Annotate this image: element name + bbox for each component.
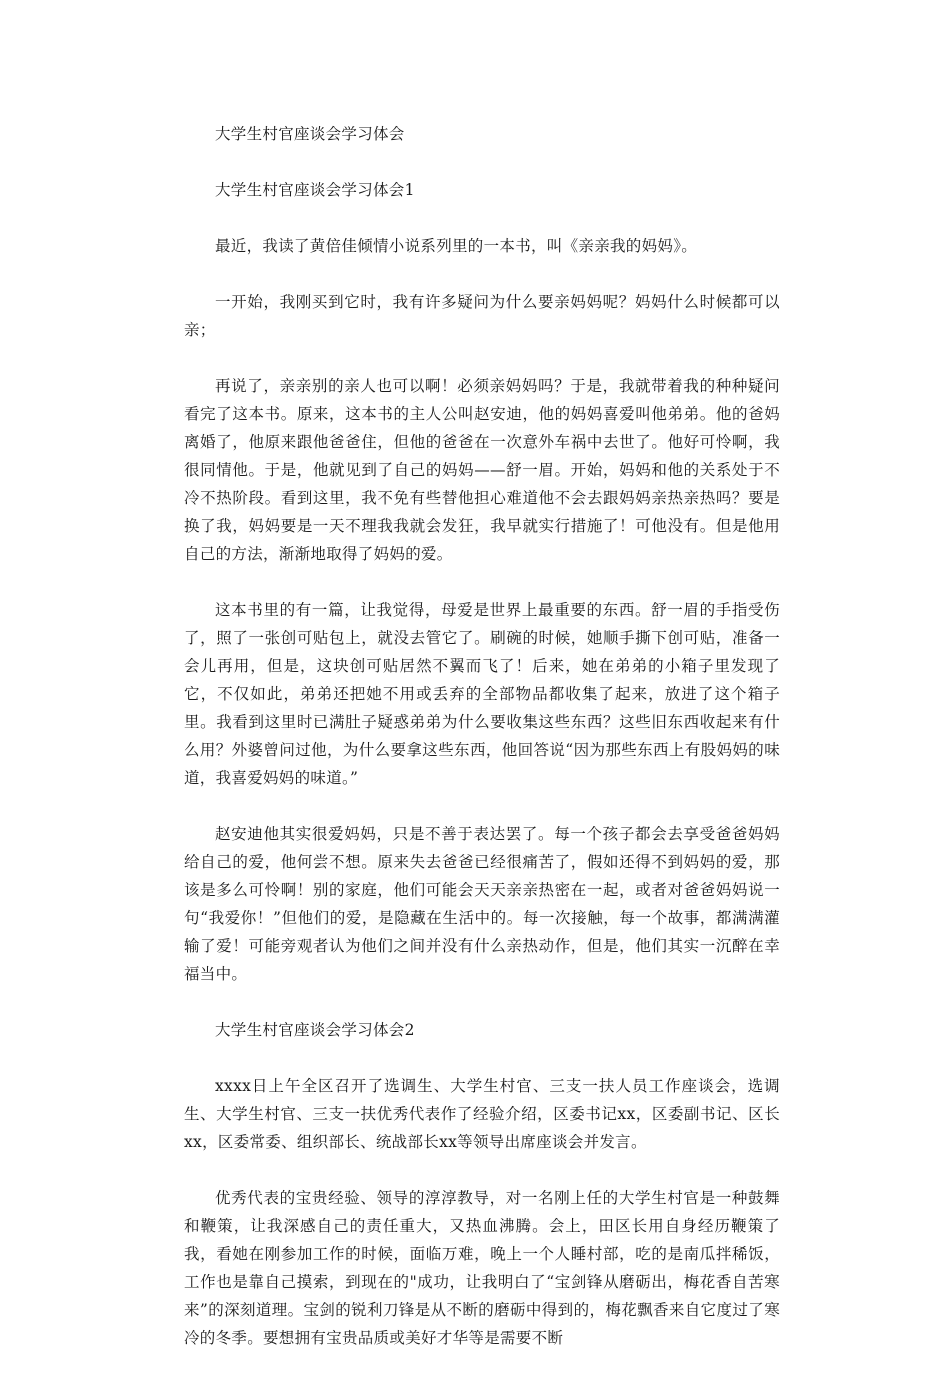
section-2-paragraph-2: 优秀代表的宝贵经验、领导的淳淳教导，对一名刚上任的大学生村官是一种鼓舞和鞭策，让我深感自己的责任重大，又热血沸腾。会上，田区长用自身经历鞭策了我，看她在刚参加工作的时候，面临万难，晚上一个人睡村部，吃的是南瓜拌稀饭，工作也是靠自己摸索，到现在的"成功，让我明白了“宝剑锋从磨砺出，梅花香自苦寒来”的深刻道理。宝剑的锐利刀锋是从不断的磨砺中得到的，梅花飘香来自它度过了寒冷的冬季。要想拥有宝贵品质或美好才华等是需要不断 <box>184 1189 780 1347</box>
section-1-paragraph-3: 再说了，亲亲别的亲人也可以啊！必须亲妈妈吗？于是，我就带着我的种种疑问看完了这本书。原来，这本书的主人公叫赵安迪，他的妈妈喜爱叫他弟弟。他的爸妈离婚了，他原来跟他爸爸住，但他的爸爸在一次意外车祸中去世了。他好可怜啊，我很同情他。于是，他就见到了自己的妈妈——舒一眉。开始，妈妈和他的关系处于不冷不热阶段。看到这里，我不免有些替他担心难道他不会去跟妈妈亲热亲热吗？要是换了我，妈妈要是一天不理我我就会发狂，我早就实行措施了！可他没有。但是他用自己的方法，渐渐地取得了妈妈的爱。 <box>184 377 780 563</box>
section-1-paragraph-2: 一开始，我刚买到它时，我有许多疑问为什么要亲妈妈呢？妈妈什么时候都可以亲； <box>184 293 780 339</box>
section-1-paragraph-5: 赵安迪他其实很爱妈妈，只是不善于表达罢了。每一个孩子都会去享受爸爸妈妈给自己的爱，他何尝不想。原来失去爸爸已经很痛苦了，假如还得不到妈妈的爱，那该是多么可怜啊！别的家庭，他们可能会天天亲亲热密在一起，或者对爸爸妈妈说一句“我爱你！”但他们的爱，是隐藏在生活中的。每一次接触，每一个故事，都满满灌输了爱！可能旁观者认为他们之间并没有什么亲热动作，但是，他们其实一沉醉在幸福当中。 <box>184 825 780 983</box>
section-1-paragraph-4: 这本书里的有一篇，让我觉得，母爱是世界上最重要的东西。舒一眉的手指受伤了，照了一张创可贴包上，就没去管它了。刷碗的时候，她顺手撕下创可贴，准备一会儿再用，但是，这块创可贴居然不翼而飞了！后来，她在弟弟的小箱子里发现了它，不仅如此，弟弟还把她不用或丢弃的全部物品都收集了起来，放进了这个箱子里。我看到这里时已满肚子疑惑弟弟为什么要收集这些东西？这些旧东西收起来有什么用？外婆曾问过他，为什么要拿这些东西，他回答说“因为那些东西上有股妈妈的味道，我喜爱妈妈的味道。” <box>184 601 780 787</box>
document-body <box>184 120 780 1380</box>
section-1-paragraph-1: 最近，我读了黄倍佳倾情小说系列里的一本书，叫《亲亲我的妈妈》。 <box>215 237 698 255</box>
section-2-heading: 大学生村官座谈会学习体会2 <box>215 1021 415 1039</box>
section-2-paragraph-1: xxxx日上午全区召开了选调生、大学生村官、三支一扶人员工作座谈会，选调生、大学生村官、三支一扶优秀代表作了经验介绍，区委书记xx，区委副书记、区长xx，区委常委、组织部长、统战部长xx等领导出席座谈会并发言。 <box>184 1077 780 1151</box>
document-title: 大学生村官座谈会学习体会 <box>215 125 405 143</box>
section-1-heading: 大学生村官座谈会学习体会1 <box>215 181 415 199</box>
